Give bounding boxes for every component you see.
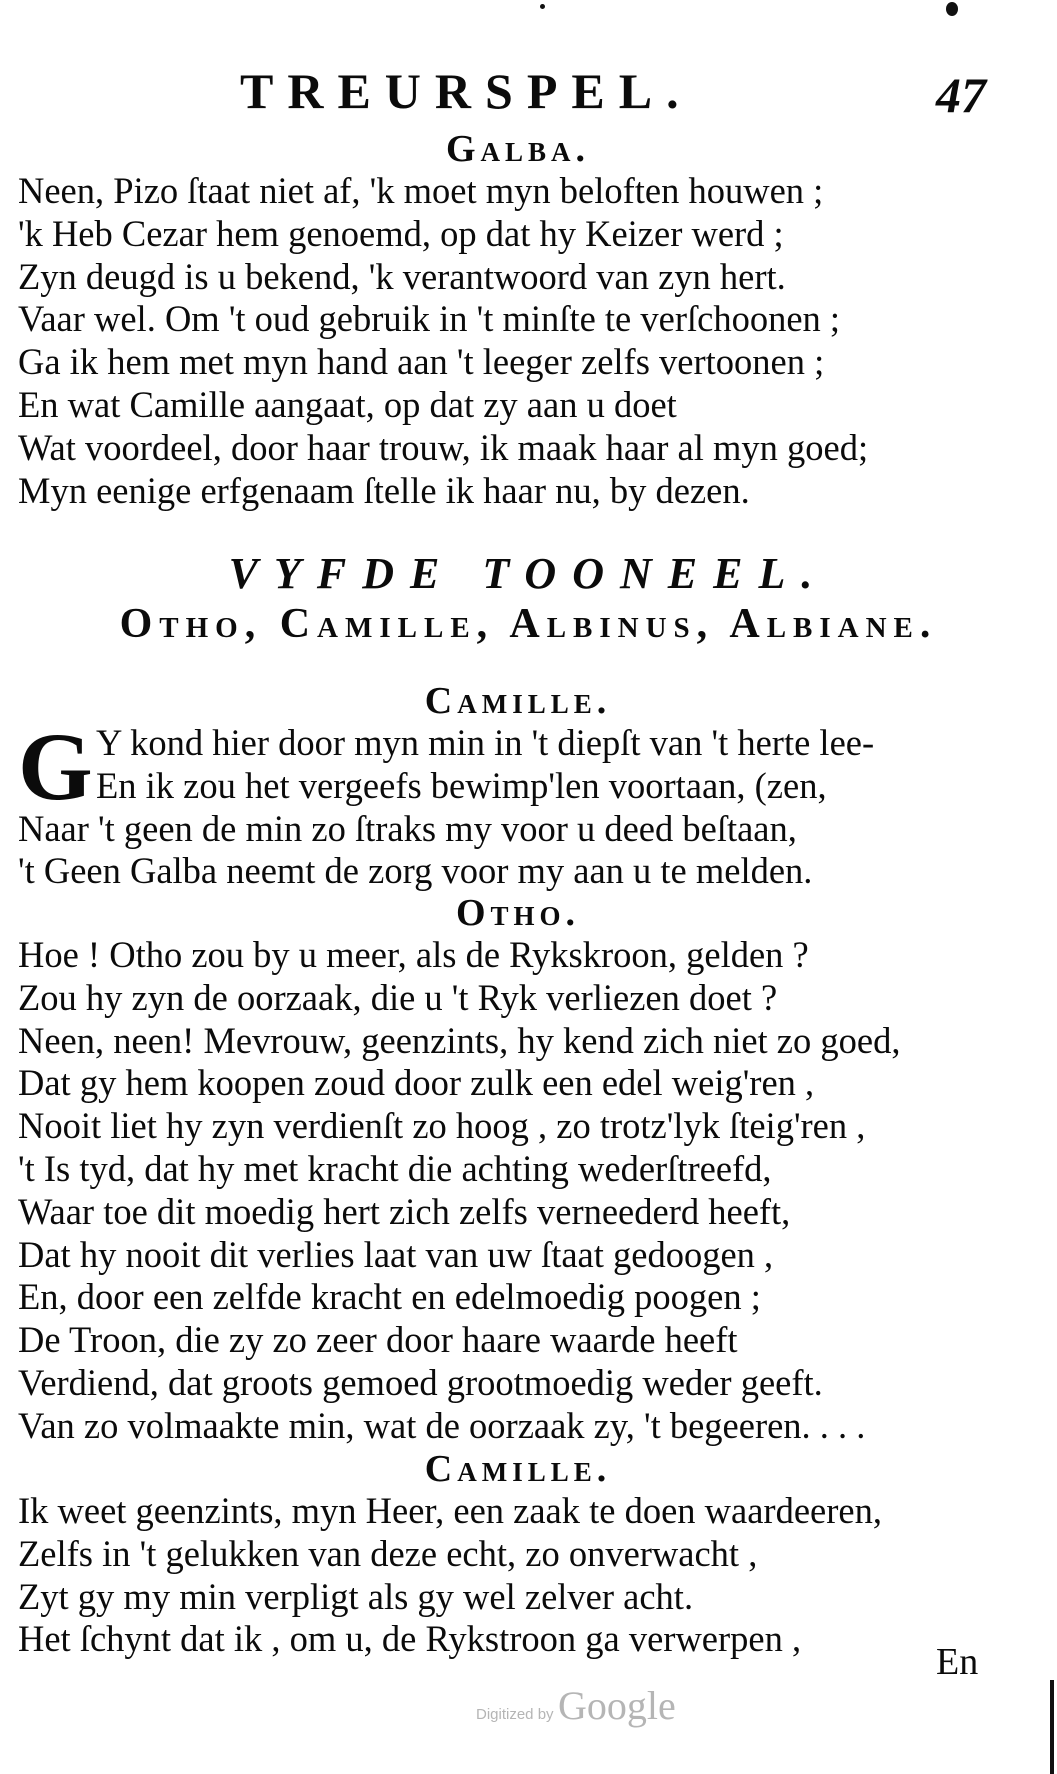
verse-line: Nooit liet hy zyn verdienſt zo hoog , zo trotz'lyk ſteig'ren , (18, 1105, 866, 1147)
verse-line: Dat gy hem koopen zoud door zulk een edel weig'ren , (18, 1062, 815, 1104)
watermark-prefix: Digitized by (476, 1706, 554, 1723)
verse-lines (18, 934, 1018, 1448)
scene-cast: Otho, Camille, Albinus, Albiane. (119, 601, 938, 647)
verse-line: Ga ik hem met myn hand aan 't leeger zelfs vertoonen ; (18, 341, 825, 383)
verse-line: Neen, Pizo ſtaat niet af, 'k moet myn beloften houwen ; (18, 170, 824, 211)
scene-title: VYFDE TOONEEL. (228, 549, 829, 598)
verse-line: Zou hy zyn de oorzaak, die u 't Ryk verliezen doet ? (18, 976, 778, 1018)
verse-line: Zyt gy my min verpligt als gy wel zelver acht. (18, 1575, 694, 1617)
galba-speech (18, 128, 1018, 512)
verse-line: Myn eenige erfgenaam ſtelle ik haar nu, by dezen. (18, 469, 750, 511)
watermark-logo: Google (558, 1683, 676, 1728)
verse-line: 't Geen Galba neemt de zorg voor my aan u te melden. (18, 850, 813, 892)
verse-lines (18, 170, 1018, 512)
verse-lines (18, 1490, 1018, 1661)
camille-speech (18, 680, 1018, 893)
verse-line: De Troon, die zy zo zeer door haare waarde heeft (18, 1319, 738, 1361)
drop-cap: G (18, 713, 93, 820)
verse-line: Het ſchynt dat ik , om u, de Rykstroon ga verwerpen , (18, 1618, 802, 1660)
page-number: 47 (936, 67, 986, 123)
verse-line: En wat Camille aangaat, op dat zy aan u doet (18, 383, 677, 425)
speaker-heading: Camille. (424, 1448, 612, 1490)
verse-line: En, door een zelfde kracht en edelmoedig poogen ; (18, 1276, 761, 1318)
verse-lines (18, 713, 1018, 893)
verse-line: 't Is tyd, dat hy met kracht die achting wederſtreefd, (18, 1147, 772, 1189)
verse-line: 'k Heb Cezar hem genoemd, op dat hy Keizer werd ; (18, 212, 784, 254)
otho-speech (18, 892, 1018, 1448)
digitization-watermark (476, 1682, 676, 1729)
speaker-heading: Otho. (455, 892, 581, 934)
verse-line: Waar toe dit moedig hert zich zelfs verneederd heeft, (18, 1190, 791, 1232)
verse-line: Verdiend, dat groots gemoed grootmoedig weder geeft. (18, 1361, 823, 1403)
speaker-heading: Galba. (445, 128, 591, 170)
verse-line: Wat voordeel, door haar trouw, ik maak haar al myn goed; (18, 426, 869, 468)
speaker-heading: Camille. (424, 680, 612, 722)
scan-speck (946, 2, 958, 16)
verse-line: Ik weet geenzints, myn Heer, een zaak te doen waardeeren, (18, 1490, 882, 1531)
verse-line: Dat hy nooit dit verlies laat van uw ſtaat gedoogen , (18, 1233, 774, 1275)
verse-line: Neen, neen! Mevrouw, geenzints, hy kend zich niet zo goed, (18, 1019, 901, 1061)
catchword: En (936, 1641, 979, 1683)
scan-speck (540, 4, 545, 9)
verse-line: Van zo volmaakte min, wat de oorzaak zy, 't begeeren. . . . (18, 1404, 866, 1446)
verse-line: Zyn deugd is u bekend, 'k verantwoord van zyn hert. (18, 255, 786, 297)
page-edge (1050, 1680, 1054, 1774)
camille-reply (18, 1448, 1018, 1661)
verse-line: Zelfs in 't gelukken van deze echt, zo onverwacht , (18, 1532, 758, 1574)
verse-line: Vaar wel. Om 't oud gebruik in 't minſte te verſchoonen ; (18, 298, 841, 340)
running-head: TREURSPEL. (240, 63, 693, 119)
verse-line: Naar 't geen de min zo ſtraks my voor u deed beſtaan, (18, 807, 797, 849)
verse-line: Y kond hier door myn min in 't diepſt van 't herte lee- (96, 722, 875, 763)
verse-line: Hoe ! Otho zou by u meer, als de Rykskroon, gelden ? (18, 934, 809, 975)
verse-line: En ik zou het vergeefs bewimp'len voortaan, (zen, (96, 764, 827, 806)
